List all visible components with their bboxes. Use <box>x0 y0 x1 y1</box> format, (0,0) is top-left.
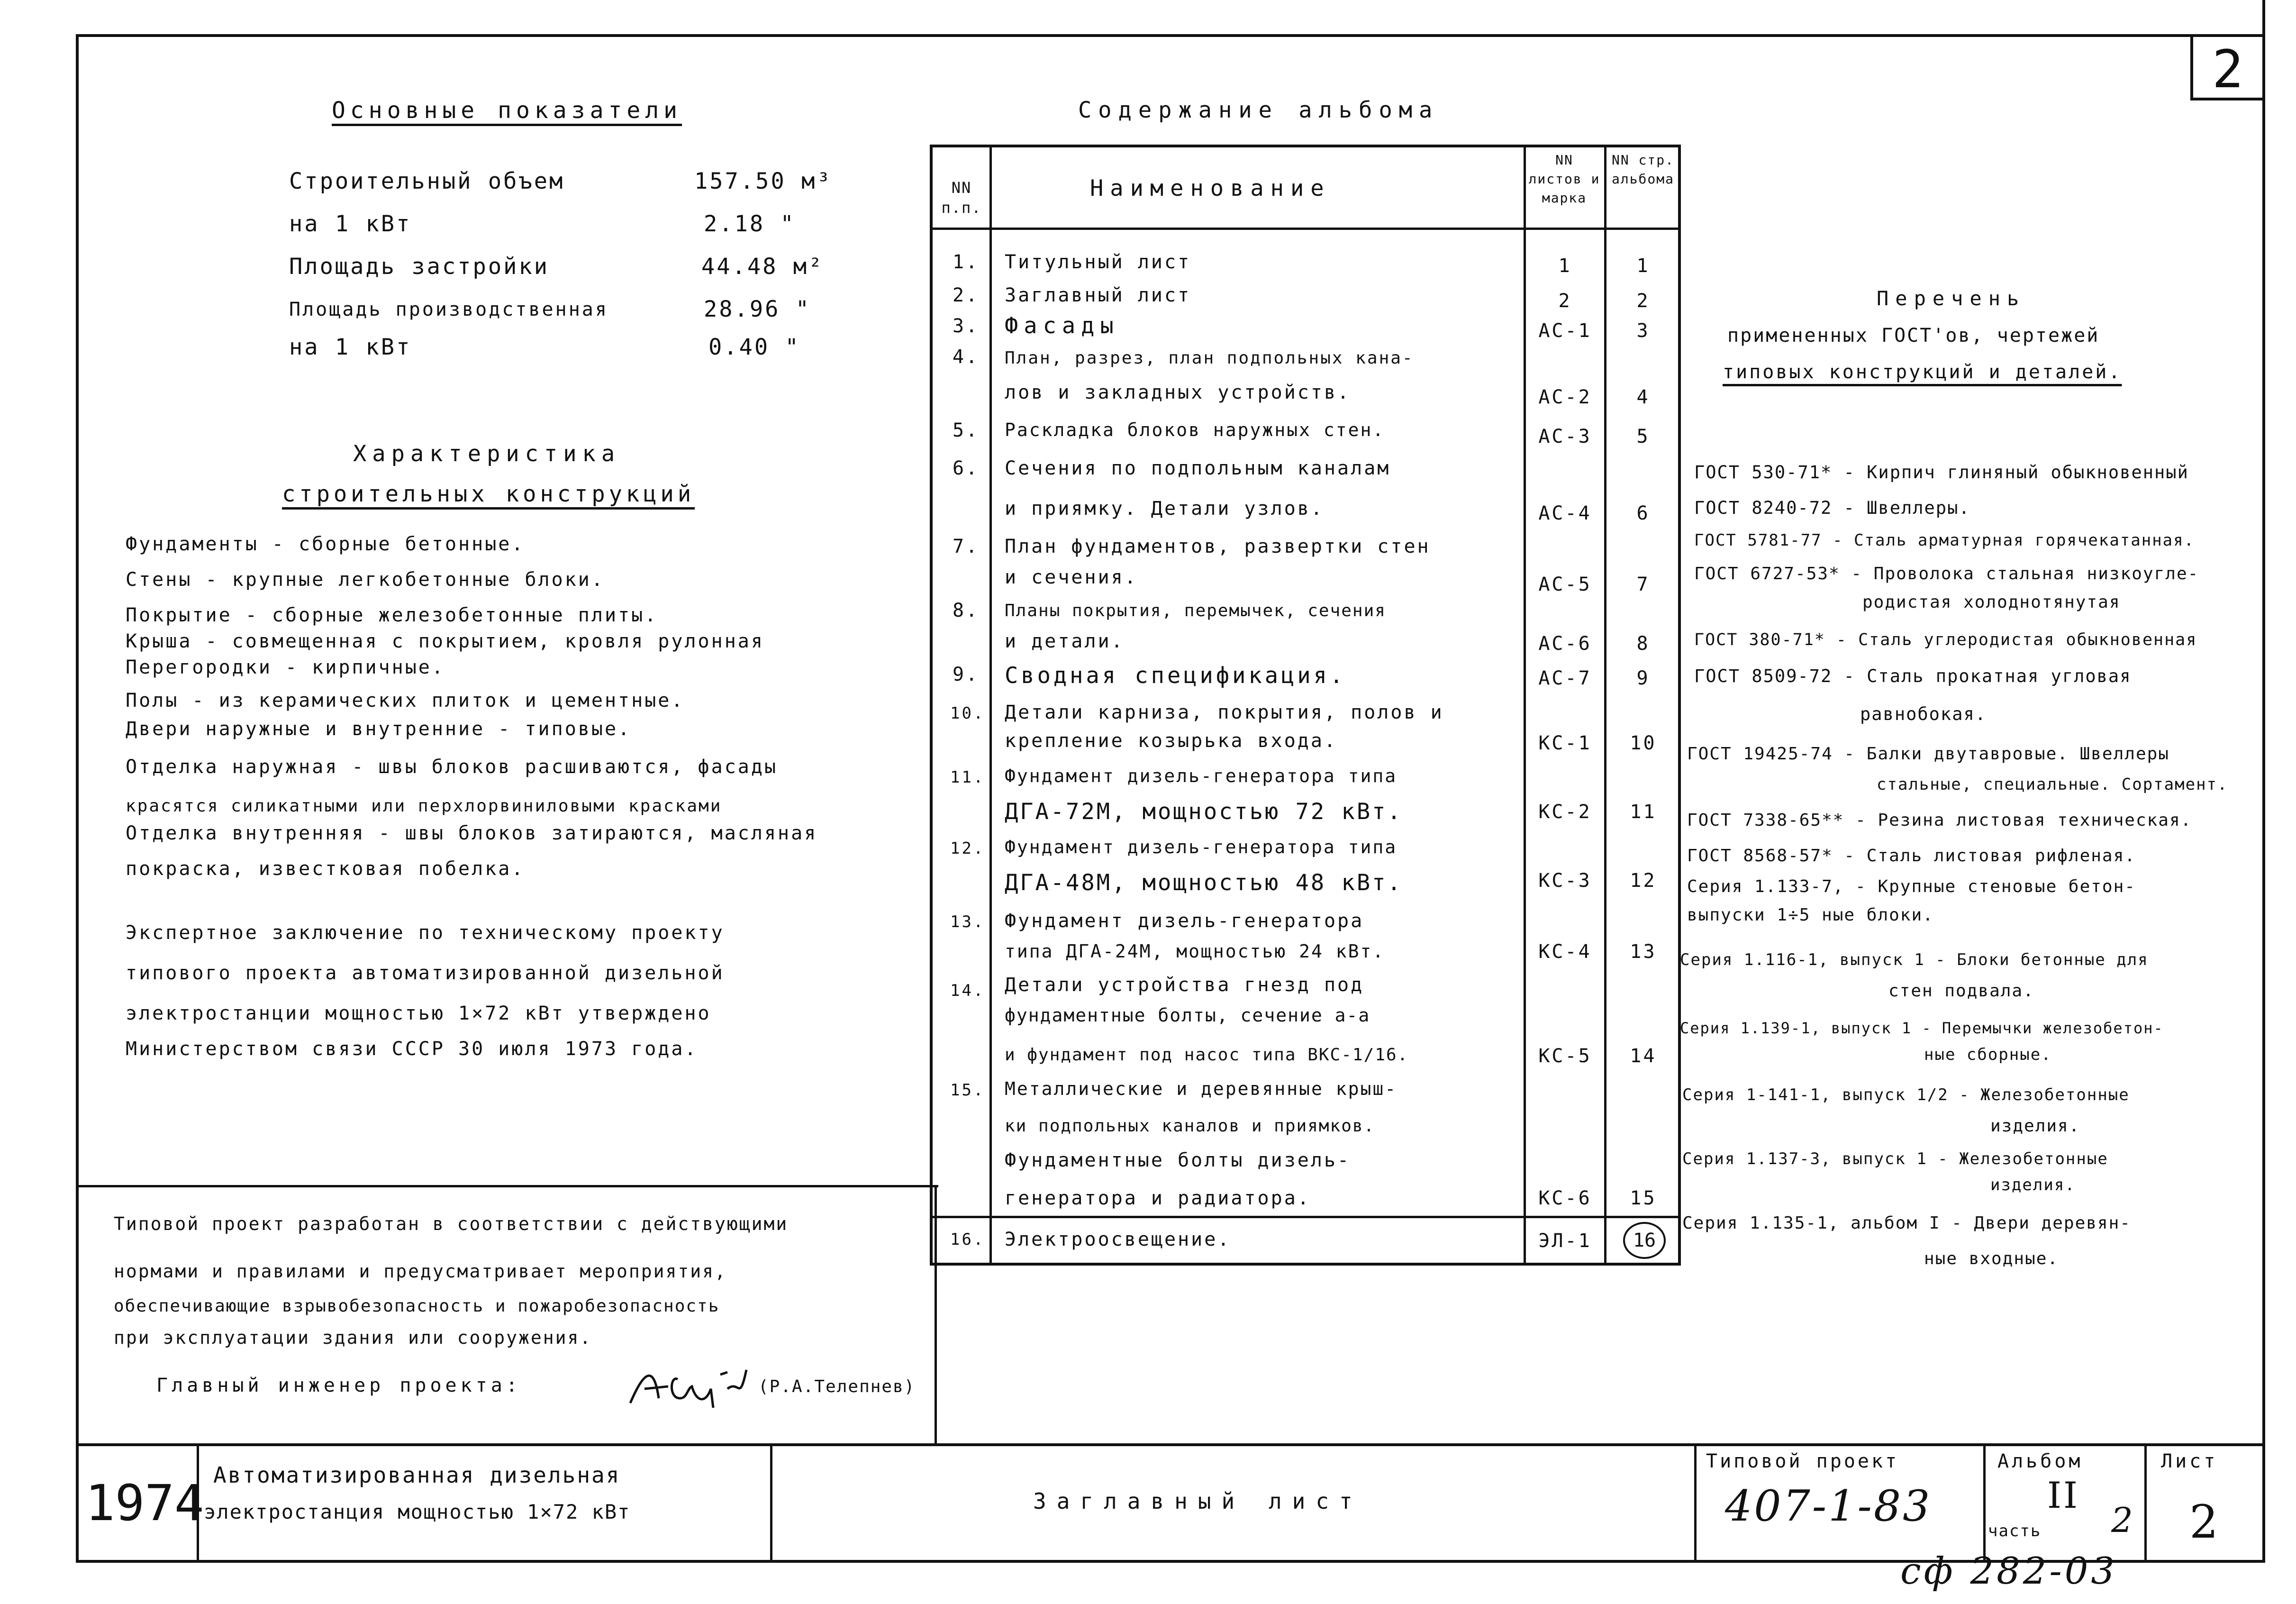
row-page: 7 <box>1636 574 1650 595</box>
row-sheet: АС-6 <box>1538 633 1592 655</box>
standards-title-1: Перечень <box>1877 287 2026 310</box>
row-page: 14 <box>1630 1045 1657 1067</box>
row-num: 14. <box>950 981 985 1000</box>
row-page: 3 <box>1636 320 1650 342</box>
characteristics-title-2: строительных конструкций <box>282 481 695 507</box>
row-name: План фундаментов, развертки стен <box>1005 536 1431 557</box>
row-name: Фасады <box>1005 313 1119 339</box>
compliance-line: Типовой проект разработан в соответствии с действующими <box>114 1213 789 1234</box>
standard-entry: ные входные. <box>1924 1249 2059 1268</box>
indicator-value: 0.40 " <box>708 334 800 360</box>
row-sheet: КС-1 <box>1538 732 1592 754</box>
type-project-value: 407-1-83 <box>1725 1481 1932 1531</box>
standard-entry: ГОСТ 380-71* - Сталь углеродистая обыкновенная <box>1694 630 2197 649</box>
row-sheet: КС-4 <box>1538 941 1592 963</box>
standard-entry: изделия. <box>1990 1176 2076 1194</box>
characteristics-title-1: Характеристика <box>353 441 621 467</box>
characteristic-line: покраска, известковая побелка. <box>126 858 525 880</box>
expert-line: Экспертное заключение по техническому проекту <box>126 922 725 944</box>
row-num: 7. <box>953 536 980 557</box>
row-name: фундаментные болты, сечение а-а <box>1005 1005 1370 1026</box>
album-value: II <box>2047 1474 2080 1516</box>
row-page: 10 <box>1630 732 1657 754</box>
indicator-value: 28.96 " <box>704 296 811 322</box>
header-page: NN стр. альбома <box>1611 152 1674 187</box>
standard-entry: ные сборные. <box>1924 1045 2052 1064</box>
frame-top <box>76 34 2265 37</box>
standard-entry: Серия 1.116-1, выпуск 1 - Блоки бетонные для <box>1680 950 2149 969</box>
standard-entry: Серия 1.139-1, выпуск 1 - Перемычки железобетон- <box>1680 1019 2164 1037</box>
row-name: Фундамент дизель-генератора типа <box>1005 837 1398 857</box>
standard-entry: ГОСТ 8240-72 - Швеллеры. <box>1694 498 1970 518</box>
row-page-circled <box>1623 1222 1666 1259</box>
row-name: и сечения. <box>1005 566 1138 588</box>
row-name: Фундаментные болты дизель- <box>1005 1149 1351 1171</box>
row-sheet: АС-3 <box>1538 426 1592 447</box>
standard-entry: родистая холоднотянутая <box>1862 592 2121 612</box>
row-name: Раскладка блоков наружных стен. <box>1005 419 1385 440</box>
row-page: 1 <box>1636 255 1650 277</box>
standard-entry: ГОСТ 6727-53* - Проволока стальная низкоугле- <box>1694 564 2199 583</box>
standard-entry: ГОСТ 530-71* - Кирпич глиняный обыкновенный <box>1694 462 2189 483</box>
project-name-1: Автоматизированная дизельная <box>213 1462 621 1488</box>
row-sheet: КС-2 <box>1538 801 1592 823</box>
tb-sep <box>1694 1443 1697 1562</box>
row-name: и детали. <box>1005 630 1125 652</box>
standard-entry: Серия 1.137-3, выпуск 1 - Железобетонные <box>1682 1149 2108 1168</box>
header-num: NN п.п. <box>941 179 982 217</box>
characteristic-line: Стены - крупные легкобетонные блоки. <box>126 569 605 591</box>
row-sheet: ЭЛ-1 <box>1538 1230 1592 1252</box>
expert-line: Министерством связи СССР 30 июля 1973 года. <box>126 1038 698 1060</box>
row-page: 13 <box>1630 941 1657 963</box>
part-value: 2 <box>2111 1500 2135 1540</box>
album-label: Альбом <box>1997 1450 2083 1472</box>
sheet-value: 2 <box>2189 1495 2221 1549</box>
indicator-label: на 1 кВт <box>289 334 412 360</box>
row-name: лов и закладных устройств. <box>1005 382 1351 403</box>
tb-sep <box>1983 1443 1986 1562</box>
type-project-label: Типовой проект <box>1706 1450 1899 1472</box>
row-num: 6. <box>953 457 980 479</box>
standard-entry: стальные, специальные. Сортамент. <box>1877 775 2228 794</box>
row-name: Фундамент дизель-генератора <box>1005 910 1364 932</box>
indicator-label: Площадь застройки <box>289 254 550 280</box>
row-name: крепление козырька входа. <box>1005 730 1338 752</box>
row-name: и фундамент под насос типа ВКС-1/16. <box>1005 1045 1409 1065</box>
table-col-line <box>989 145 992 1266</box>
row-name: ДГА-48М, мощностью 48 кВт. <box>1005 870 1403 896</box>
characteristic-line: Двери наружные и внутренние - типовые. <box>126 718 632 740</box>
row-page: 12 <box>1630 870 1657 892</box>
row-name: Фундамент дизель-генератора типа <box>1005 766 1398 786</box>
table-col-line <box>1604 145 1606 1266</box>
row-name: и приямку. Детали узлов. <box>1005 498 1324 519</box>
standard-entry: ГОСТ 7338-65** - Резина листовая техническая. <box>1687 811 2192 830</box>
standard-entry: Серия 1.135-1, альбом I - Двери деревян- <box>1682 1213 2131 1233</box>
indicator-label: на 1 кВт <box>289 211 412 237</box>
expert-line: электростанции мощностью 1×72 кВт утверждено <box>126 1002 711 1024</box>
row-sheet: АС-2 <box>1538 386 1592 408</box>
row-name: типа ДГА-24М, мощностью 24 кВт. <box>1005 941 1385 962</box>
row-sheet: КС-3 <box>1538 870 1592 892</box>
row-name: План, разрез, план подпольных кана- <box>1005 348 1414 368</box>
row-name: Сводная спецификация. <box>1005 663 1346 689</box>
standard-entry: выпуски 1÷5 ные блоки. <box>1687 905 1934 925</box>
row-num: 13. <box>950 912 985 931</box>
compliance-line: обеспечивающие взрывобезопасность и пожаробезопасность <box>114 1296 720 1316</box>
indicator-label: Площадь производственная <box>289 299 608 320</box>
row-sheet: 1 <box>1558 255 1572 277</box>
characteristic-line: Отделка внутренняя - швы блоков затираются, масляная <box>126 822 818 844</box>
standard-entry: стен подвала. <box>1888 981 2034 1001</box>
sheet-label: Лист <box>2161 1450 2218 1472</box>
header-name: Наименование <box>1090 175 1331 201</box>
row-num: 3. <box>953 315 980 337</box>
row-page: 8 <box>1636 633 1650 655</box>
title-block-top <box>76 1443 2265 1446</box>
row-sheet: АС-4 <box>1538 502 1592 524</box>
row-num: 12. <box>950 839 985 858</box>
row-num: 11. <box>950 768 985 787</box>
row-sheet: АС-7 <box>1538 667 1592 689</box>
row-page: 16 <box>1633 1230 1656 1251</box>
part-label: часть <box>1988 1522 2042 1540</box>
row-sheet: КС-5 <box>1538 1045 1592 1067</box>
characteristic-line: красятся силикатными или перхлорвиниловыми красками <box>126 796 722 816</box>
row-num: 8. <box>953 600 980 621</box>
characteristic-line: Полы - из керамических плиток и цементные. <box>126 690 685 711</box>
row-num: 15. <box>950 1081 985 1100</box>
chief-engineer-label: Главный инженер проекта: <box>156 1375 521 1396</box>
signature-mark <box>626 1360 753 1413</box>
row-num: 16. <box>950 1230 985 1249</box>
row-name: Металлические и деревянные крыш- <box>1005 1078 1398 1099</box>
table-row-line <box>930 1216 1681 1218</box>
standards-title-2: примененных ГОСТ'ов, чертежей <box>1727 325 2100 346</box>
compliance-line: нормами и правилами и предусматривает мероприятия, <box>114 1261 727 1282</box>
indicator-value: 2.18 " <box>704 211 796 237</box>
header-sheet: NN листов и марка <box>1528 152 1600 206</box>
row-page: 11 <box>1630 801 1657 823</box>
row-name: ки подпольных каналов и приямков. <box>1005 1116 1375 1136</box>
frame-right <box>2262 0 2265 1563</box>
row-name: Титульный лист <box>1005 251 1191 273</box>
row-page: 2 <box>1636 290 1650 312</box>
row-page: 6 <box>1636 502 1650 524</box>
tb-sep <box>2144 1443 2147 1562</box>
row-num: 10. <box>950 704 985 723</box>
row-num: 1. <box>953 251 980 273</box>
expert-line: типового проекта автоматизированной дизельной <box>126 962 725 984</box>
row-name: Заглавный лист <box>1005 284 1191 306</box>
row-num: 9. <box>953 664 980 685</box>
compliance-top-line <box>76 1185 938 1187</box>
compliance-line: при эксплуатации здания или сооружения. <box>114 1327 592 1348</box>
indicator-label: Строительный объем <box>289 168 565 194</box>
characteristic-line: Покрытие - сборные железобетонные плиты. <box>126 604 658 626</box>
row-name: Сечения по подпольным каналам <box>1005 457 1391 479</box>
standard-entry: Серия 1-141-1, выпуск 1/2 - Железобетонные <box>1682 1085 2130 1104</box>
row-num: 4. <box>953 346 980 368</box>
chief-engineer-name: (Р.А.Телепнев) <box>758 1377 916 1396</box>
main-indicators-title: Основные показатели <box>332 97 682 124</box>
row-name: ДГА-72М, мощностью 72 кВт. <box>1005 799 1403 825</box>
characteristic-line: Крыша - совмещенная с покрытием, кровля рулонная <box>126 630 764 652</box>
row-name: Детали устройства гнезд под <box>1005 974 1364 996</box>
row-page: 9 <box>1636 667 1650 689</box>
row-sheet: 2 <box>1558 290 1572 312</box>
standards-title-3: типовых конструкций и деталей. <box>1723 361 2122 383</box>
row-page: 4 <box>1636 386 1650 408</box>
tb-sep <box>770 1443 772 1562</box>
standard-entry: ГОСТ 8568-57* - Сталь листовая рифленая. <box>1687 846 2136 866</box>
row-name: генератора и радиатора. <box>1005 1187 1311 1209</box>
standard-entry: изделия. <box>1990 1116 2080 1136</box>
frame-left <box>76 34 79 1563</box>
year: 1974 <box>85 1474 204 1532</box>
row-name: Электроосвещение. <box>1005 1229 1231 1250</box>
standard-entry: равнобокая. <box>1860 704 1987 724</box>
album-contents-title: Содержание альбома <box>1078 97 1439 123</box>
row-page: 5 <box>1636 426 1650 447</box>
characteristic-line: Перегородки - кирпичные. <box>126 656 445 678</box>
characteristic-line: Отделка наружная - швы блоков расшиваются, фасады <box>126 756 778 778</box>
row-num: 5. <box>953 419 980 441</box>
stamp-code: сф 282-03 <box>1900 1550 2118 1593</box>
table-header-line <box>930 228 1681 230</box>
standard-entry: ГОСТ 8509-72 - Сталь прокатная угловая <box>1694 666 2132 686</box>
table-col-line <box>1524 145 1526 1266</box>
indicator-value: 44.48 м² <box>701 254 824 280</box>
sheet-badge: 2 <box>2190 34 2262 100</box>
indicator-value: 157.50 м³ <box>694 168 832 194</box>
row-num: 2. <box>953 284 980 306</box>
row-name: Планы покрытия, перемычек, сечения <box>1005 601 1386 620</box>
row-sheet: АС-5 <box>1538 574 1592 595</box>
row-sheet: АС-1 <box>1538 320 1592 342</box>
standard-entry: ГОСТ 5781-77 - Сталь арматурная горячекатанная. <box>1694 531 2195 550</box>
characteristic-line: Фундаменты - сборные бетонные. <box>126 533 525 555</box>
row-page: 15 <box>1630 1187 1657 1209</box>
sheet-name: Заглавный лист <box>1033 1488 1363 1514</box>
standard-entry: Серия 1.133-7, - Крупные стеновые бетон- <box>1687 877 2136 896</box>
row-sheet: КС-6 <box>1538 1187 1592 1209</box>
row-name: Детали карниза, покрытия, полов и <box>1005 702 1444 723</box>
project-name-2: электростанция мощностью 1×72 кВт <box>204 1500 631 1523</box>
standard-entry: ГОСТ 19425-74 - Балки двутавровые. Швеллеры <box>1687 744 2169 764</box>
